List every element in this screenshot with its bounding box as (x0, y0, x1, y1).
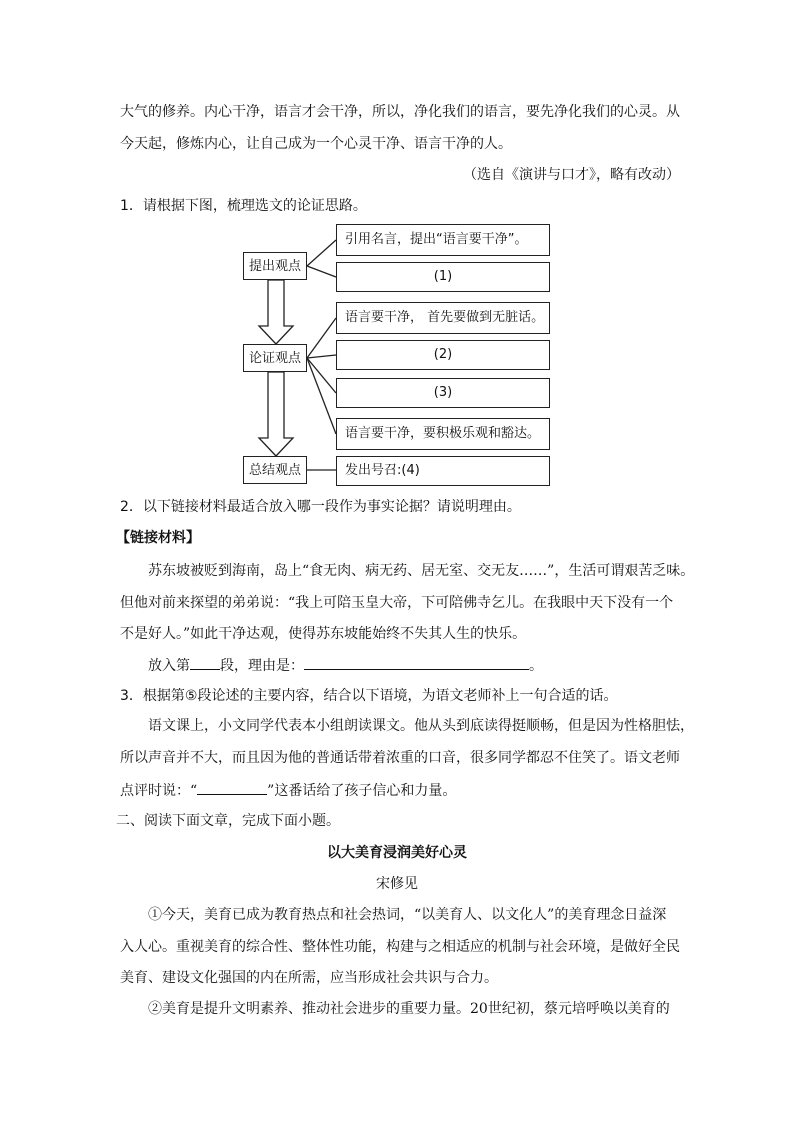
para-line-2: 入人心。重视美育的综合性、整体性功能，构建与之相适应的机制与社会环境，是做好全民 (120, 939, 680, 955)
question-3-prompt: 3．根据第⑤段论述的主要内容，结合以下语境，为语文老师补上一句合适的话。 (120, 688, 618, 704)
down-arrow-icon (259, 372, 293, 456)
box-call-to-action: 发出号召:(4) (336, 456, 550, 486)
answer-end: 。 (529, 658, 543, 674)
material-line-2: 但他对前来探望的弟弟说：“我上可陪玉皇大帝，下可陪佛寺乞儿。在我眼中天下没有一个 (120, 595, 674, 611)
box-no-dirty-words: 语言要干净， 首先要做到无脏话。 (336, 302, 550, 334)
paragraph-blank[interactable] (190, 655, 220, 670)
source-note: （选自《演讲与口才》，略有改动） (463, 167, 680, 183)
blank-box-3: (3) (336, 378, 550, 408)
reason-blank[interactable] (304, 655, 529, 670)
context-line-1: 语文课上，小文同学代表本小组朗读课文。他从头到底读得挺顺畅，但是因为性格胆怯， (148, 718, 694, 734)
material-title: 【链接材料】 (116, 530, 200, 546)
connector-lines (307, 240, 336, 266)
article-author: 宋修见 (376, 876, 418, 892)
material-line-1: 苏东坡被贬到海南，岛上“食无肉、病无药、居无室、交无友……”，生活可谓艰苦乏味。 (148, 563, 695, 579)
blank-box-1: (1) (336, 262, 550, 292)
context-line-3-start: 点评时说：“ (120, 783, 198, 799)
intro-line-1: 大气的修养。内心干净，语言才会干净，所以，净化我们的语言，要先净化我们的心灵。从 (120, 104, 680, 120)
question-1-prompt: 1．请根据下图，梳理选文的论证思路。 (120, 198, 367, 214)
question-2-prompt: 2．以下链接材料最适合放入哪一段作为事实论据？请说明理由。 (120, 499, 521, 515)
box-propose-view: 提出观点 (243, 252, 307, 280)
para-line-3: 美育、建设文化强国的内在所需，应当形成社会共识与合力。 (120, 970, 498, 986)
box-argue-view: 论证观点 (243, 344, 307, 372)
teacher-words-blank[interactable] (197, 780, 267, 795)
para-line-4: ②美育是提升文明素养、推动社会进步的重要力量。20世纪初，蔡元培呼唤以美育的 (148, 1001, 670, 1017)
box-optimistic: 语言要干净，要积极乐观和豁达。 (336, 418, 550, 450)
context-line-3 (120, 780, 680, 801)
context-line-3-end: ”这番话给了孩子信心和力量。 (267, 783, 457, 799)
answer-prefix: 放入第 (148, 658, 190, 674)
intro-line-2: 今天起，修炼内心，让自己成为一个心灵干净、语言干净的人。 (120, 136, 512, 152)
article-title: 以大美育浸润美好心灵 (327, 845, 467, 861)
answer-line (148, 655, 708, 676)
context-line-2: 所以声音并不大，而且因为他的普通话带着浓重的口音，很多同学都忍不住笑了。语文老师 (120, 750, 680, 766)
down-arrow-icon (259, 280, 293, 344)
para-line-1: ①今天，美育已成为教育热点和社会热词，“以美育人、以文化人”的美育理念日益深 (148, 907, 667, 923)
blank-box-2: (2) (336, 340, 550, 370)
box-quote-famous: 引用名言，提出“语言要干净”。 (336, 224, 550, 256)
answer-mid: 段，理由是： (220, 658, 304, 674)
material-line-3: 不是好人。”如此干净达观，使得苏东坡能始终不失其人生的快乐。 (120, 626, 527, 642)
section-2-heading: 二、阅读下面文章，完成下面小题。 (116, 813, 340, 829)
box-conclude-view: 总结观点 (243, 456, 307, 484)
